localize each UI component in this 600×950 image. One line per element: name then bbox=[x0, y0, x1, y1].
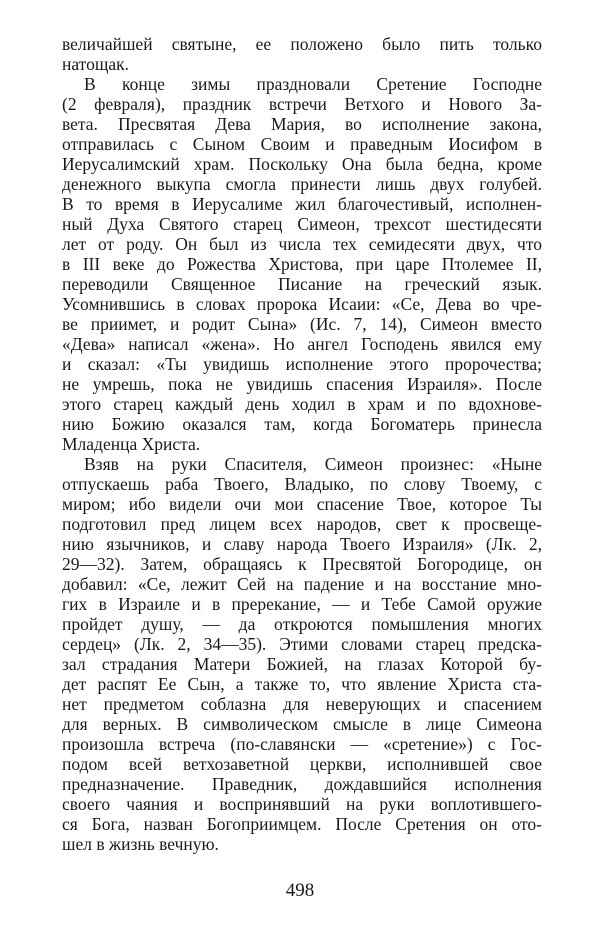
text-line: «Дева» написал «жена». Но ангел Господень явился ему bbox=[62, 334, 542, 354]
text-line: в III веке до Рожества Христова, при царе Птолемее II, bbox=[62, 254, 542, 274]
text-line: 29—32). Затем, обращаясь к Пресвятой Богородице, он bbox=[62, 554, 542, 574]
text-line: и сказал: «Ты увидишь исполнение этого пророчества; bbox=[62, 354, 542, 374]
text-line: отправилась с Сыном Своим и праведным Иосифом в bbox=[62, 134, 542, 154]
text-line: зал страдания Матери Божией, на глазах Которой бу- bbox=[62, 654, 542, 674]
paragraph bbox=[62, 74, 542, 454]
text-line: своего чаяния и воспринявший на руки воплотившего- bbox=[62, 794, 542, 814]
text-line: этого старец каждый день ходил в храм и по вдохнове- bbox=[62, 394, 542, 414]
text-line: отпускаешь раба Твоего, Владыко, по слову Твоему, с bbox=[62, 474, 542, 494]
text-line: натощак. bbox=[62, 54, 129, 74]
text-line: предназначение. Праведник, дождавшийся исполнения bbox=[62, 774, 542, 794]
text-line: переводили Священное Писание на греческий язык. bbox=[62, 274, 542, 294]
text-line: добавил: «Се, лежит Сей на падение и на восстание мно- bbox=[62, 574, 542, 594]
text-line: миром; ибо видели очи мои спасение Твое, которое Ты bbox=[62, 494, 542, 514]
text-line: величайшей святыне, ее положено было пить только bbox=[62, 34, 542, 54]
text-line: пройдет душу, — да откроются помышления многих bbox=[62, 614, 542, 634]
page-number: 498 bbox=[285, 880, 315, 901]
text-line: нию язычников, и славу народа Твоего Израиля» (Лк. 2, bbox=[62, 534, 542, 554]
text-line: не умрешь, пока не увидишь спасения Израиля». После bbox=[62, 374, 542, 394]
text-line: (2 февраля), праздник встречи Ветхого и Нового За- bbox=[62, 94, 542, 114]
paragraph bbox=[62, 454, 542, 854]
text-line: гих в Израиле и в пререкание, — и Тебе Самой оружие bbox=[62, 594, 542, 614]
body-text bbox=[62, 34, 542, 854]
text-line: произошла встреча (по-славянски — «сретение») с Гос- bbox=[62, 734, 542, 754]
text-line: дет распят Ее Сын, а также то, что явление Христа ста- bbox=[62, 674, 542, 694]
text-line: Усомнившись в словах пророка Исаии: «Се, Дева во чре- bbox=[62, 294, 542, 314]
text-line: Младенца Христа. bbox=[62, 434, 201, 454]
text-line: Иерусалимский храм. Поскольку Она была бедна, кроме bbox=[62, 154, 542, 174]
text-line: нию Божию оказался там, когда Богоматерь принесла bbox=[62, 414, 542, 434]
text-line: денежного выкупа смогла принести лишь двух голубей. bbox=[62, 174, 542, 194]
text-line: для верных. В символическом смысле в лице Симеона bbox=[62, 714, 542, 734]
text-line: сердец» (Лк. 2, 34—35). Этими словами старец предска- bbox=[62, 634, 542, 654]
text-line: подготовил пред лицем всех народов, свет к просвеще- bbox=[62, 514, 542, 534]
text-line: лет от роду. Он был из числа тех семидесяти двух, что bbox=[62, 234, 542, 254]
text-line: подом всей ветхозаветной церкви, исполнившей свое bbox=[62, 754, 542, 774]
text-line: В то время в Иерусалиме жил благочестивый, исполнен- bbox=[62, 194, 542, 214]
text-line: ный Духа Святого старец Симеон, трехсот шестидесяти bbox=[62, 214, 542, 234]
text-line: ся Бога, назван Богоприимцем. После Сретения он ото- bbox=[62, 814, 542, 834]
text-line: вета. Пресвятая Дева Мария, во исполнение закона, bbox=[62, 114, 542, 134]
paragraph bbox=[62, 34, 542, 74]
text-line: Взяв на руки Спасителя, Симеон произнес: «Ныне bbox=[84, 454, 542, 474]
text-line: шел в жизнь вечную. bbox=[62, 834, 219, 854]
text-line: В конце зимы праздновали Сретение Господне bbox=[84, 74, 542, 94]
text-line: нет предметом соблазна для неверующих и спасением bbox=[62, 694, 542, 714]
text-line: ве приимет, и родит Сына» (Ис. 7, 14), Симеон вместо bbox=[62, 314, 542, 334]
